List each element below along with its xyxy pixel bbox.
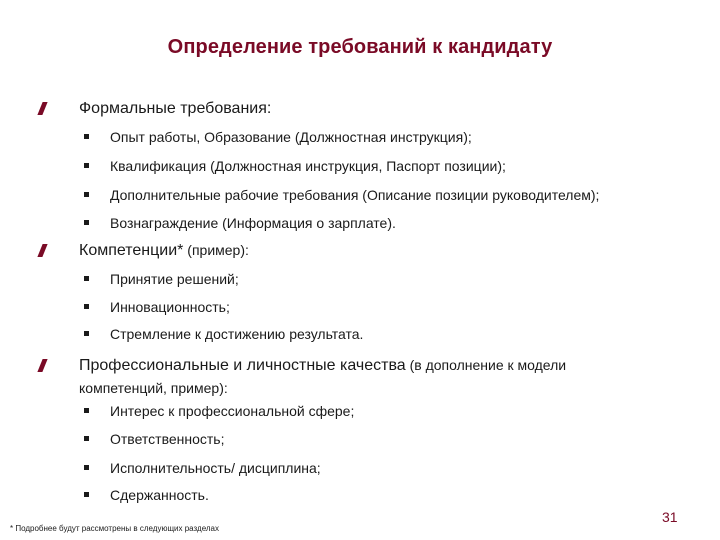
bullet-marker-icon — [37, 102, 47, 115]
square-bullet-icon — [84, 408, 89, 413]
square-bullet-icon — [84, 134, 89, 139]
list-item-text: Опыт работы, Образование (Должностная инструкция); — [110, 129, 472, 145]
list-item-text: Вознаграждение (Информация о зарплате). — [110, 215, 396, 231]
square-bullet-icon — [84, 492, 89, 497]
section-heading-note: (в дополнение к модели компетенций, пример): — [79, 357, 567, 396]
list-item — [0, 157, 720, 177]
section-heading — [79, 354, 649, 400]
section-heading-text: Профессиональные и личностные качества — [79, 357, 406, 374]
slide-title: Определение требований к кандидату — [167, 36, 553, 58]
list-item — [0, 270, 720, 290]
section-heading-text: Компетенции* — [79, 242, 184, 259]
list-item — [0, 325, 720, 345]
list-item-text: Исполнительность/ дисциплина; — [110, 460, 321, 476]
list-item — [0, 128, 720, 148]
square-bullet-icon — [84, 465, 89, 470]
list-item-text: Квалификация (Должностная инструкция, Паспорт позиции); — [110, 158, 506, 174]
list-item — [0, 430, 720, 450]
footnote: * Подробнее будут рассмотрены в следующих разделах — [10, 524, 219, 533]
square-bullet-icon — [84, 276, 89, 281]
page-number: 31 — [662, 509, 678, 525]
square-bullet-icon — [84, 331, 89, 336]
square-bullet-icon — [84, 304, 89, 309]
list-item-text: Инновационность; — [110, 299, 230, 315]
square-bullet-icon — [84, 163, 89, 168]
section-heading-text: Формальные требования: — [79, 100, 272, 117]
list-item — [0, 459, 720, 479]
square-bullet-icon — [84, 220, 89, 225]
section-heading — [79, 97, 679, 120]
square-bullet-icon — [84, 192, 89, 197]
bullet-marker-icon — [37, 359, 47, 372]
list-item — [0, 298, 720, 318]
list-item — [0, 214, 720, 234]
list-item — [0, 486, 720, 506]
square-bullet-icon — [84, 436, 89, 441]
list-item — [0, 186, 720, 206]
section-heading-note: (пример): — [183, 242, 249, 258]
list-item — [0, 402, 720, 422]
list-item-text: Интерес к профессиональной сфере; — [110, 403, 355, 419]
section-heading — [79, 239, 679, 262]
list-item-text: Сдержанность. — [110, 487, 209, 503]
list-item-text: Дополнительные рабочие требования (Описание позиции руководителем); — [110, 187, 600, 203]
bullet-marker-icon — [37, 244, 47, 257]
list-item-text: Ответственность; — [110, 431, 225, 447]
list-item-text: Принятие решений; — [110, 271, 239, 287]
list-item-text: Стремление к достижению результата. — [110, 326, 364, 342]
